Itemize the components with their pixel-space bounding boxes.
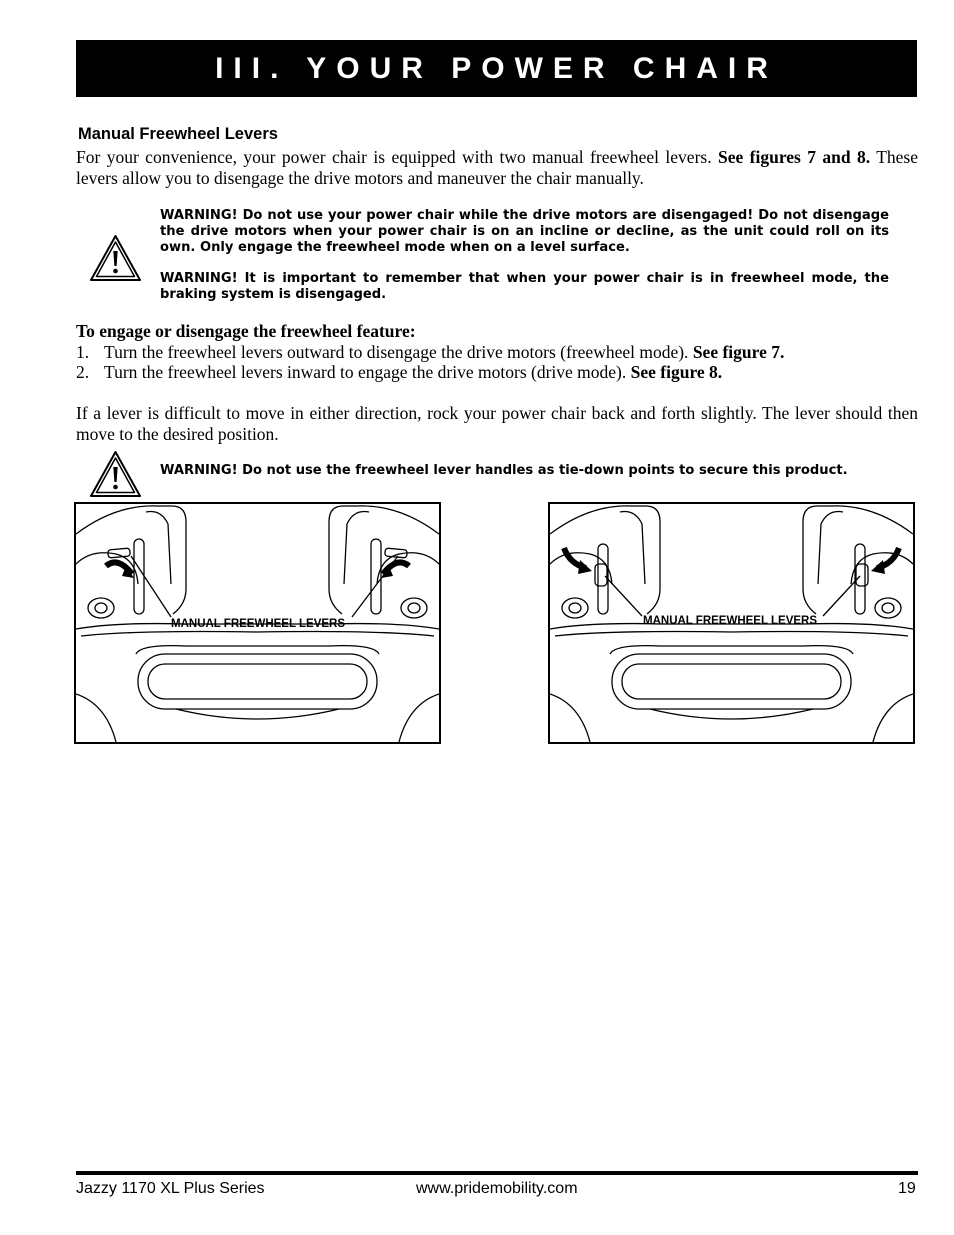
figure-7 [74,502,441,744]
warning-block [160,208,889,303]
footer-website: www.pridemobility.com [416,1180,578,1197]
step-number: 1. [76,342,90,362]
page-number: 19 [898,1180,916,1197]
step-figure-ref: See figure 8. [630,362,723,382]
chapter-banner [76,40,917,97]
figure-8 [548,502,915,744]
figure-8-label: MANUAL FREEWHEEL LEVERS [643,615,818,627]
figure-7-label: MANUAL FREEWHEEL LEVERS [171,618,346,630]
intro-paragraph [76,147,918,189]
procedure-step-2 [76,362,722,383]
warning-triangle-icon [89,449,142,499]
procedure-note: If a lever is difficult to move in either direction, rock your power chair back and forth slightly. The lever should then move to the desired position. [76,403,918,444]
step-figure-ref: See figure 7. [692,342,785,362]
procedure-title: To engage or disengage the freewheel feature: [76,321,416,341]
step-number: 2. [76,362,90,382]
warning-text-1: WARNING! Do not use your power chair while the drive motors are disengaged! Do not disengage the drive motors when your power chair is on an incline or decline, as the unit could roll on its own. Only engage the freewheel mode when on a level surface. [160,208,889,255]
warning-text-2: WARNING! It is important to remember that when your power chair is in freewheel mode, the braking system is disengaged. [160,271,889,302]
intro-figure-ref: See figures 7 and 8. [717,147,871,167]
intro-text: For your convenience, your power chair is equipped with two manual freewheel levers. [76,147,718,167]
warning-text-3: WARNING! Do not use the freewheel lever handles as tie-down points to secure this product. [160,463,848,478]
section-heading: Manual Freewheel Levers [78,125,278,143]
step-text: Turn the freewheel levers inward to engage the drive motors (drive mode). [104,362,631,382]
footer-rule [76,1171,918,1175]
footer-product: Jazzy 1170 XL Plus Series [76,1180,265,1197]
chapter-title: III. YOUR POWER CHAIR [215,51,778,85]
intro-text-2: These levers allow you to disengage the drive motors and maneuver the chair manually. [76,147,919,188]
procedure-step-1 [76,342,784,363]
warning-triangle-icon [89,233,142,283]
step-text: Turn the freewheel levers outward to disengage the drive motors (freewheel mode). [104,342,693,362]
